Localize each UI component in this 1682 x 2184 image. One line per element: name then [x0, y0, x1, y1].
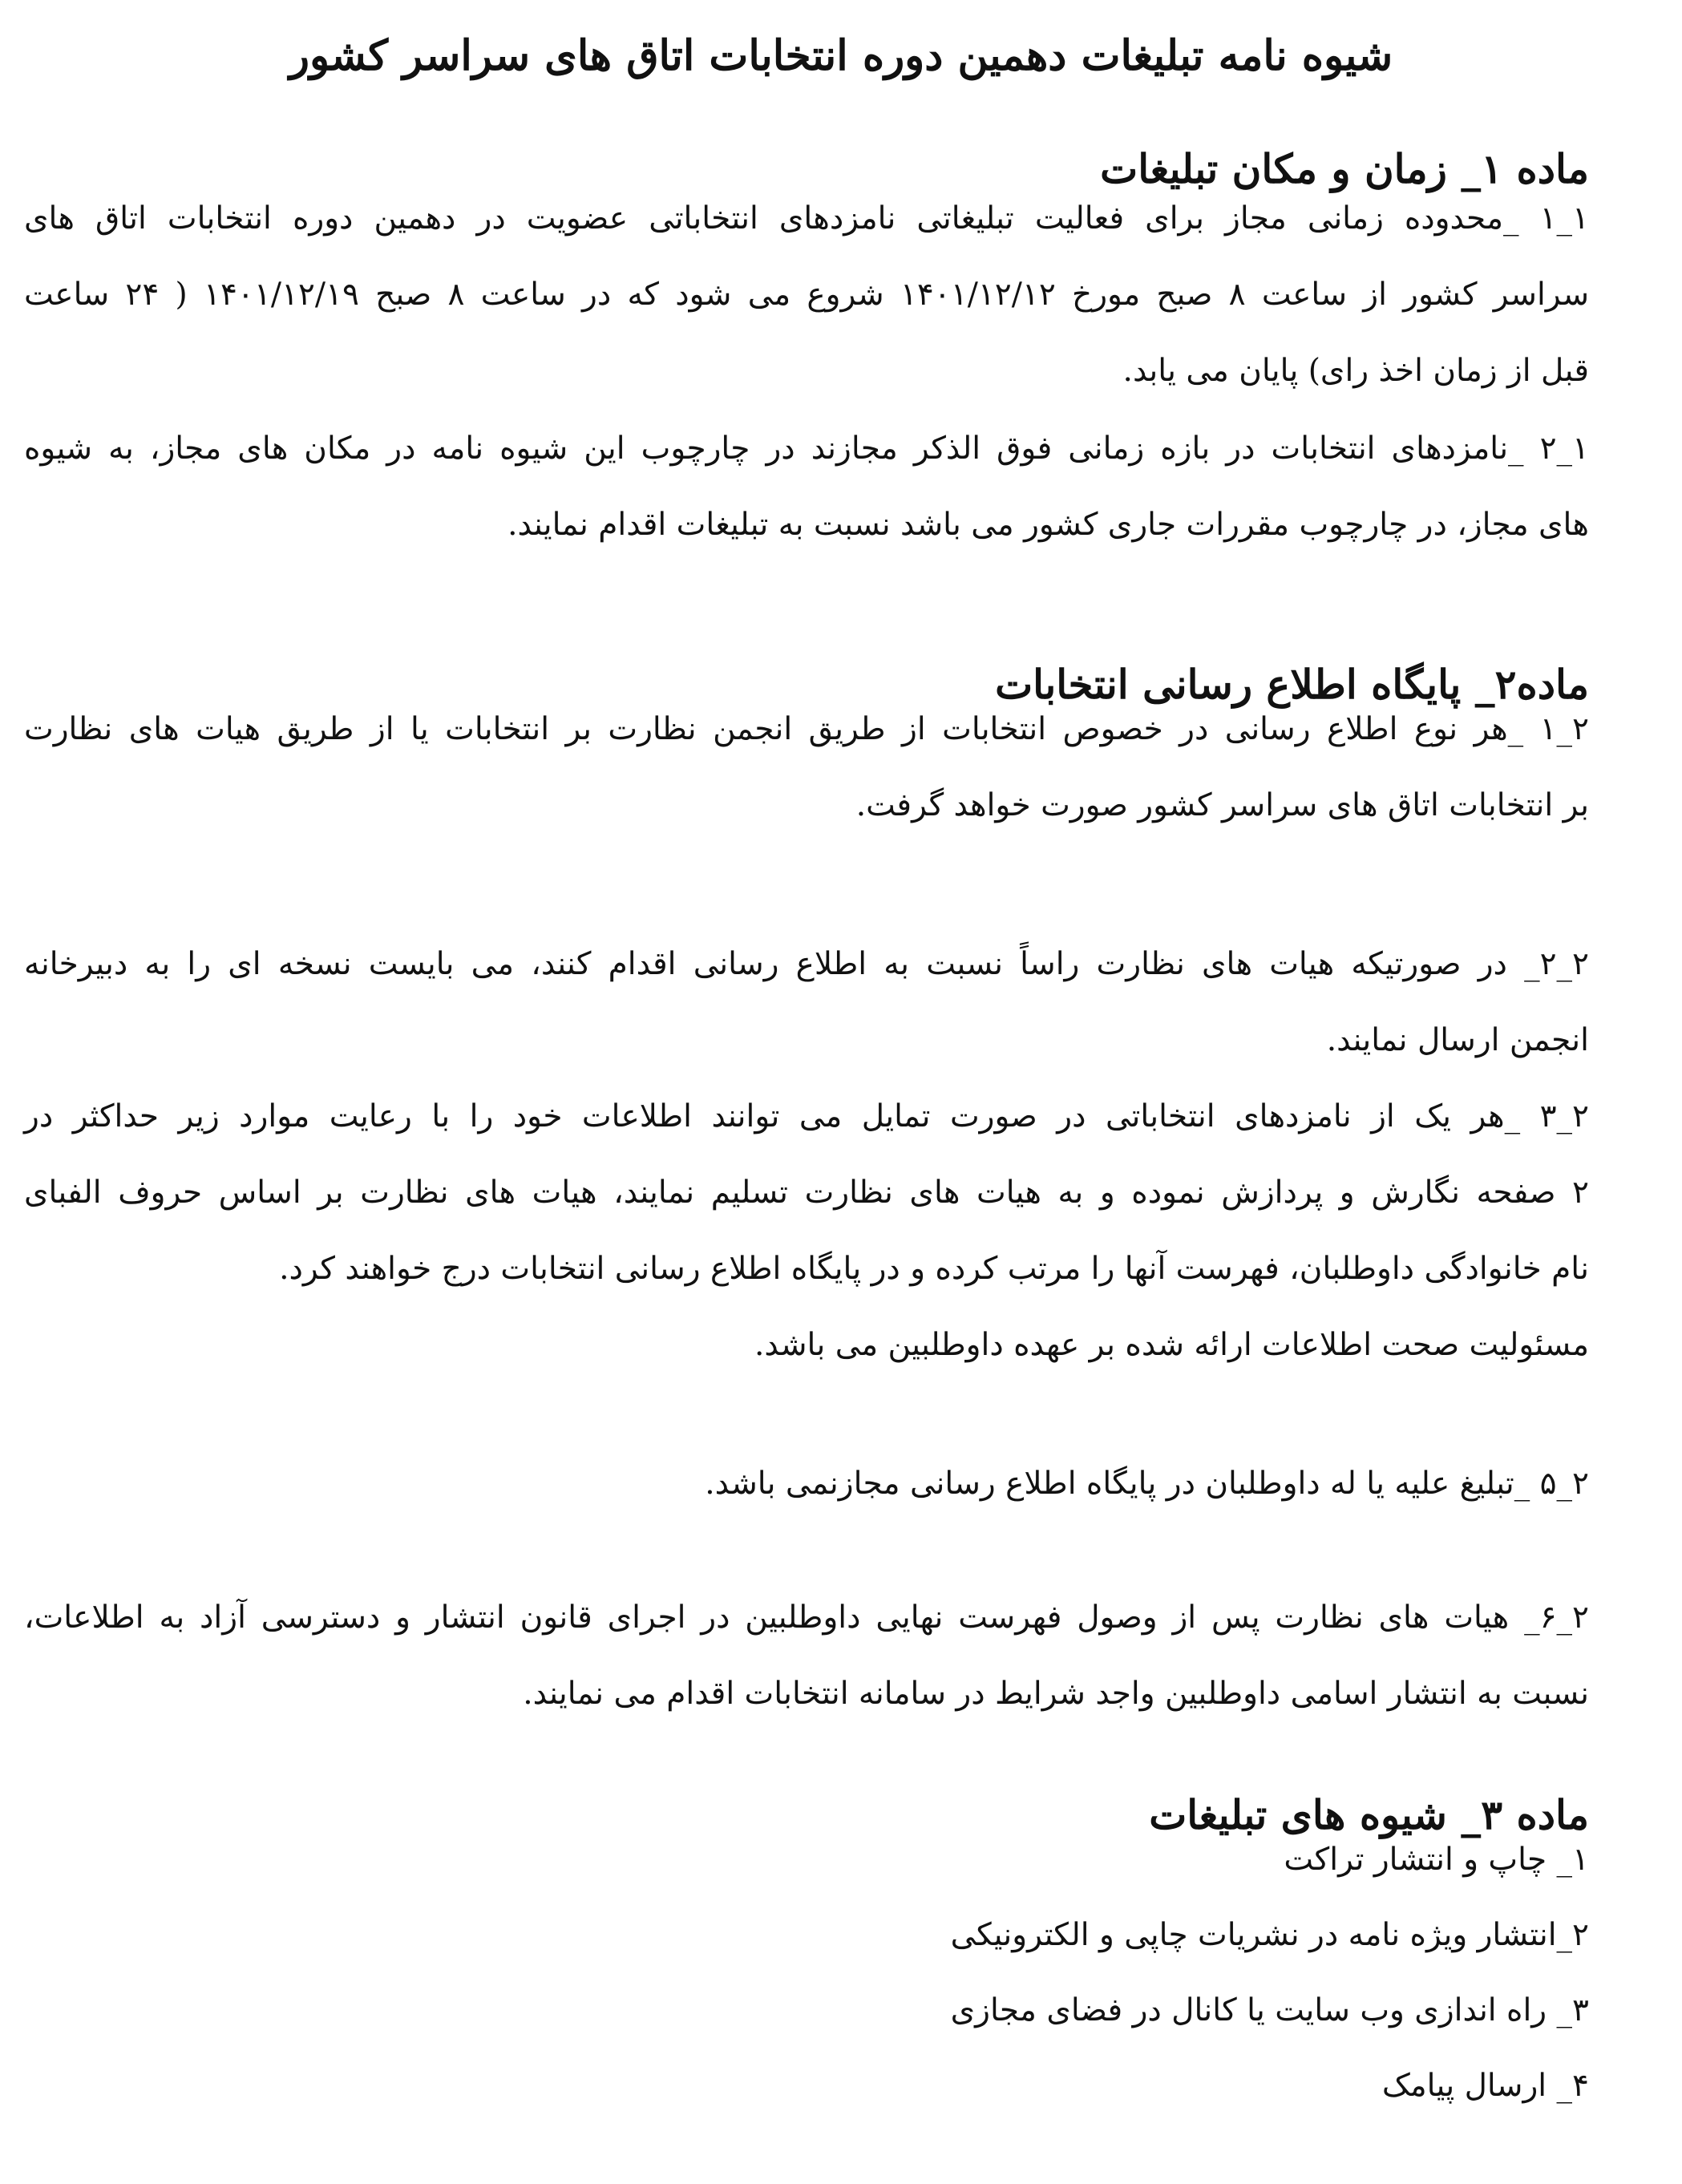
- paragraph-line: های مجاز، در چارچوب مقررات جاری کشور می باشد نسبت به تبلیغات اقدام نمایند.: [507, 507, 1589, 543]
- article-2-paragraph-3: [24, 1078, 1589, 1383]
- article-1-paragraph-2: [24, 411, 1589, 563]
- paragraph-line: ۲ صفحه نگارش و پردازش نموده و به هیات های نظارت تسلیم نمایند، هیات های نظارت بر اساس حروف الفبای: [24, 1175, 1589, 1211]
- paragraph-line: نسبت به انتشار اسامی داوطلبین واجد شرایط در سامانه انتخابات اقدام می نمایند.: [523, 1676, 1589, 1712]
- paragraph-line: انجمن ارسال نمایند.: [1326, 1022, 1589, 1058]
- article-3-heading: ماده ۳_ شیوه های تبلیغات: [1149, 1791, 1589, 1838]
- paragraph-line: ۲_۲_ در صورتیکه هیات های نظارت راساً نسبت به اطلاع رسانی اقدام کنند، می بایست نسخه ای را به دبیرخانه: [24, 946, 1589, 982]
- article-2-paragraph-5: [24, 1446, 1589, 1522]
- list-item: ۲_انتشار ویژه نامه در نشریات چاپی و الکترونیکی: [950, 1917, 1589, 1953]
- paragraph-line: مسئولیت صحت اطلاعات ارائه شده بر عهده داوطلبین می باشد.: [754, 1327, 1589, 1363]
- list-item: ۳_ راه اندازی وب سایت یا کانال در فضای مجازی: [950, 1992, 1589, 2028]
- paragraph-line: ۲_۳ _هر یک از نامزدهای انتخاباتی در صورت تمایل می توانند اطلاعات خود را با رعایت موارد زیر حداکثر در: [24, 1098, 1589, 1134]
- paragraph-line: ۲_۶_ هیات های نظارت پس از وصول فهرست نهایی داوطلبین در اجرای قانون انتشار و دسترسی آزاد به اطلاعات،: [24, 1600, 1589, 1636]
- list-item: ۱_ چاپ و انتشار تراکت: [1284, 1842, 1589, 1878]
- list-item: ۴_ ارسال پیامک: [1381, 2068, 1589, 2104]
- paragraph-line: ۱_۱ _محدوده زمانی مجاز برای فعالیت تبلیغاتی نامزدهای انتخاباتی عضویت در دهمین دوره انتخابات اتاق های: [24, 200, 1589, 237]
- article-2-heading: ماده۲_ پایگاه اطلاع رسانی انتخابات: [995, 661, 1589, 708]
- article-3-list: [24, 1822, 1589, 2124]
- article-2-paragraph-1: [24, 691, 1589, 843]
- document-title: شیوه نامه تبلیغات دهمین دوره انتخابات اتاق های سراسر کشور: [289, 31, 1393, 80]
- paragraph-line: ۱_۲ _نامزدهای انتخابات در بازه زمانی فوق الذکر مجازند در چارچوب این شیوه نامه در مکان های مجاز، به شیوه: [24, 431, 1589, 467]
- paragraph-line: ۲_۱ _هر نوع اطلاع رسانی در خصوص انتخابات از طریق انجمن نظارت بر انتخابات یا از طریق هیات های نظارت: [24, 711, 1589, 747]
- paragraph-line: سراسر کشور از ساعت ۸ صبح مورخ ۱۴۰۱/۱۲/۱۲ شروع می شود که در ساعت ۸ صبح ۱۴۰۱/۱۲/۱۹ ( ۲۴ ساعت: [24, 277, 1589, 313]
- paragraph-line: بر انتخابات اتاق های سراسر کشور صورت خواهد گرفت.: [855, 787, 1589, 823]
- article-1-heading: ماده ۱_ زمان و مکان تبلیغات: [1100, 145, 1589, 192]
- article-1-paragraph-1: [24, 180, 1589, 409]
- paragraph-line: نام خانوادگی داوطلبان، فهرست آنها را مرتب کرده و در پایگاه اطلاع رسانی انتخابات درج خواهند کرد.: [279, 1251, 1589, 1287]
- paragraph-line: قبل از زمان اخذ رای) پایان می یابد.: [1122, 353, 1589, 389]
- article-2-paragraph-2: [24, 926, 1589, 1078]
- paragraph-line: ۲_۵ _تبلیغ علیه یا له داوطلبان در پایگاه اطلاع رسانی مجازنمی باشد.: [705, 1466, 1589, 1502]
- article-2-paragraph-6: [24, 1579, 1589, 1732]
